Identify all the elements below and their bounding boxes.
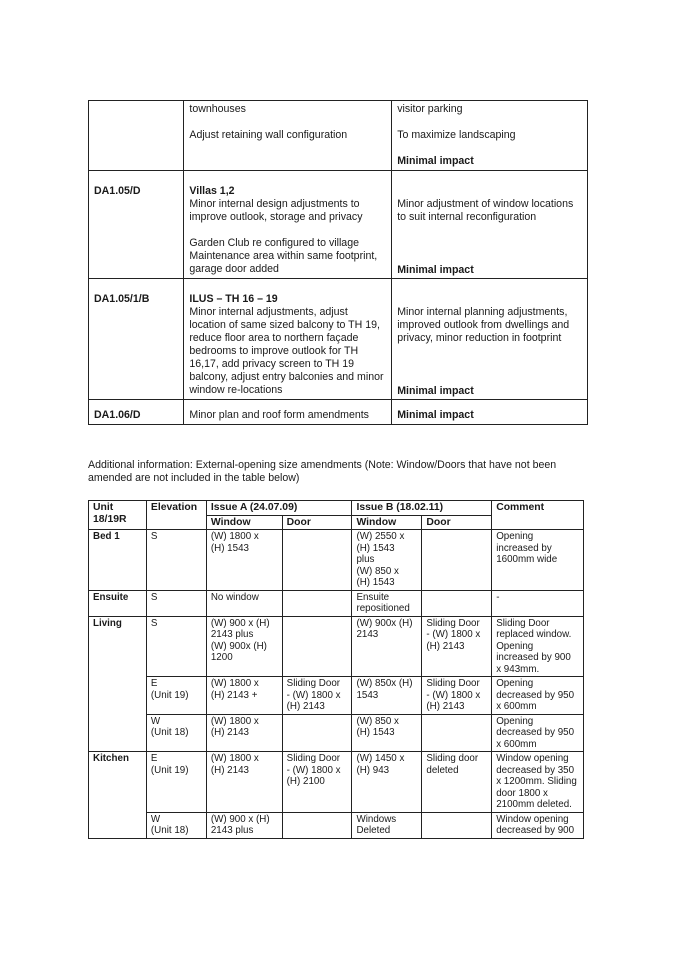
table-row: [89, 400, 588, 425]
issue-a-window-cell: (W) 1800 x (H) 2143: [206, 752, 282, 813]
door-header: Door: [422, 515, 492, 530]
table-row: [89, 616, 584, 677]
additional-info-note: Additional information: External-opening size amendments (Note: Window/Doors that have not been amended are not included in the table below): [88, 459, 557, 484]
reason-cell: [392, 171, 588, 279]
comment-cell: -: [492, 590, 584, 616]
table-row: [89, 171, 588, 279]
item-title: ILUS – TH 16 – 19: [189, 293, 278, 305]
elevation-cell: S: [146, 530, 206, 591]
table-row: [89, 101, 588, 171]
table-row: [89, 752, 584, 813]
issue-a-window-cell: (W) 900 x (H) 2143 plus (W) 900x (H) 1200: [206, 616, 282, 677]
da-code-cell: [89, 101, 184, 171]
impact-label: Minimal impact: [397, 264, 474, 276]
issue-a-window-cell: (W) 1800 x (H) 1543: [206, 530, 282, 591]
issue-a-door-cell: [282, 590, 352, 616]
amendments-table: [88, 100, 588, 425]
reason-text: visitor parking: [397, 103, 463, 115]
description-cell: [184, 171, 392, 279]
da-code-cell: DA1.05/1/B: [89, 279, 184, 400]
issue-a-door-cell: [282, 812, 352, 838]
issue-a-door-cell: [282, 530, 352, 591]
openings-table: [88, 500, 584, 839]
window-header: Window: [352, 515, 422, 530]
issue-b-door-cell: [422, 812, 492, 838]
reason-text: Minor internal planning adjustments, improved outlook from dwellings and privacy, minor reduction in footprint: [397, 306, 570, 344]
elevation-cell: W (Unit 18): [146, 714, 206, 752]
description-text: Minor internal adjustments, adjust location of same sized balcony to TH 19, reduce floor area to northern façade bedrooms to improve outlook for TH 16,17, add privacy screen to TH 19 balcony, adjust entry balconies and minor window re-locations: [189, 306, 384, 396]
issue-b-window-cell: (W) 850 x (H) 1543: [352, 714, 422, 752]
impact-label: Minimal impact: [397, 155, 474, 167]
room-cell: Ensuite: [89, 590, 147, 616]
table-row: [89, 812, 584, 838]
room-cell: Living: [89, 616, 147, 752]
issue-a-window-cell: (W) 900 x (H) 2143 plus: [206, 812, 282, 838]
issue-b-door-cell: [422, 590, 492, 616]
unit-header: Unit 18/19R: [89, 501, 147, 530]
issue-b-header: Issue B (18.02.11): [352, 501, 492, 516]
comment-cell: Opening increased by 1600mm wide: [492, 530, 584, 591]
description-cell: [184, 279, 392, 400]
reason-text: Minor adjustment of window locations to suit internal reconfiguration: [397, 198, 574, 223]
description-text: townhouses: [189, 103, 246, 115]
description-text: Minor internal design adjustments to improve outlook, storage and privacy: [189, 198, 363, 223]
elevation-cell: E (Unit 19): [146, 677, 206, 715]
door-header: Door: [282, 515, 352, 530]
elevation-cell: S: [146, 616, 206, 677]
comment-cell: Window opening decreased by 900: [492, 812, 584, 838]
issue-a-window-cell: (W) 1800 x (H) 2143 +: [206, 677, 282, 715]
description-text: Adjust retaining wall configuration: [189, 129, 348, 141]
table-header-row: [89, 501, 584, 516]
elevation-cell: W (Unit 18): [146, 812, 206, 838]
elevation-cell: S: [146, 590, 206, 616]
issue-b-window-cell: Windows Deleted: [352, 812, 422, 838]
comment-cell: Opening decreased by 950 x 600mm: [492, 677, 584, 715]
table-row: [89, 714, 584, 752]
comment-cell: Sliding Door replaced window. Opening increased by 900 x 943mm.: [492, 616, 584, 677]
issue-b-window-cell: (W) 900x (H) 2143: [352, 616, 422, 677]
reason-cell: [392, 101, 588, 171]
window-header: Window: [206, 515, 282, 530]
room-cell: Kitchen: [89, 752, 147, 839]
da-code-cell: DA1.05/D: [89, 171, 184, 279]
table-row: [89, 677, 584, 715]
table-row: [89, 590, 584, 616]
issue-a-door-cell: Sliding Door - (W) 1800 x (H) 2143: [282, 677, 352, 715]
description-text: Garden Club re configured to village Maintenance area within same footprint, garage door added: [189, 237, 378, 275]
elevation-cell: E (Unit 19): [146, 752, 206, 813]
impact-label: Minimal impact: [392, 400, 588, 425]
issue-b-door-cell: [422, 530, 492, 591]
item-title: Villas 1,2: [189, 185, 235, 197]
issue-b-door-cell: [422, 714, 492, 752]
impact-label: Minimal impact: [397, 385, 474, 397]
reason-cell: [392, 279, 588, 400]
room-cell: Bed 1: [89, 530, 147, 591]
issue-b-door-cell: Sliding door deleted: [422, 752, 492, 813]
table-row: [89, 279, 588, 400]
issue-a-door-cell: Sliding Door - (W) 1800 x (H) 2100: [282, 752, 352, 813]
issue-b-door-cell: Sliding Door - (W) 1800 x (H) 2143: [422, 616, 492, 677]
table-row: [89, 530, 584, 591]
issue-b-window-cell: Ensuite repositioned: [352, 590, 422, 616]
issue-b-window-cell: (W) 1450 x (H) 943: [352, 752, 422, 813]
comment-cell: Window opening decreased by 350 x 1200mm. Sliding door 1800 x 2100mm deleted.: [492, 752, 584, 813]
issue-a-header: Issue A (24.07.09): [206, 501, 352, 516]
issue-a-door-cell: [282, 714, 352, 752]
comment-header: Comment: [492, 501, 584, 530]
comment-cell: Opening decreased by 950 x 600mm: [492, 714, 584, 752]
issue-b-door-cell: Sliding Door - (W) 1800 x (H) 2143: [422, 677, 492, 715]
issue-a-window-cell: No window: [206, 590, 282, 616]
description-cell: Minor plan and roof form amendments: [184, 400, 392, 425]
issue-a-door-cell: [282, 616, 352, 677]
issue-b-window-cell: (W) 2550 x (H) 1543 plus (W) 850 x (H) 1543: [352, 530, 422, 591]
description-cell: [184, 101, 392, 171]
da-code-cell: DA1.06/D: [89, 400, 184, 425]
issue-b-window-cell: (W) 850x (H) 1543: [352, 677, 422, 715]
reason-text: To maximize landscaping: [397, 129, 516, 141]
issue-a-window-cell: (W) 1800 x (H) 2143: [206, 714, 282, 752]
elevation-header: Elevation: [146, 501, 206, 530]
